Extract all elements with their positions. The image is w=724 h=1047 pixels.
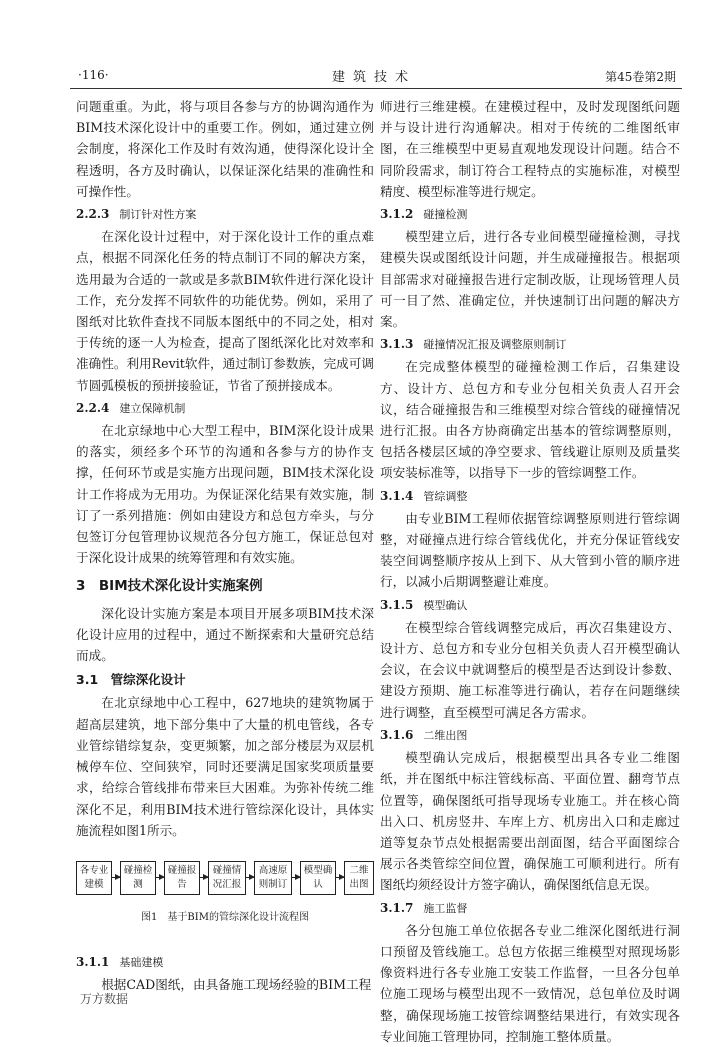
heading-2-2-4 (76, 398, 374, 419)
flowchart (76, 861, 374, 901)
header-rule (70, 88, 682, 89)
heading-2-2-3 (76, 204, 374, 225)
paragraph-3-1-7: 各分包施工单位依据各专业二维深化图纸进行洞口预留及管线施工。总包方依据三维模型对照现场影像资料进行各专业施工安装工作监督，一旦各分包单位施工现场与模型出现不一致情况，总包单位及时调整，确保现场施工按管综调整结果进行，有效实现各专业间施工管理协同，控制施工整体质量。 (380, 922, 680, 1044)
heading-section-3: 3 BIM技术深化设计实施案例 (76, 578, 263, 595)
paragraph-intro: 问题重重。为此，将与项目各参与方的协调沟通作为BIM技术深化设计中的重要工作。例如，通过建立例会制度，将深化工作及时有效沟通，使得深化设计全程透明，各方及时确认，以保证深化结果的准确性和可操作性。 (76, 99, 374, 199)
section-number: 3.1.5 (380, 597, 414, 612)
paragraph-3-1-3: 在完成整体模型的碰撞检测工作后，召集建设方、设计方、总包方和专业分包相关负责人召开会议，结合碰撞报告和三维模型对综合管线的碰撞情况进行汇报。由各方协商确定出基本的管综调整原则，包括各楼层区域的净空要求、管线避让原则及质量奖项安装标准等，以指导下一步的管综调整工作。 (380, 359, 680, 481)
heading-3-1-3 (380, 334, 680, 355)
paragraph-section-3: 深化设计实施方案是本项目开展多项BIM技术深化设计应用的过程中，通过不断探索和大量研究总结而成。 (76, 605, 374, 664)
section-title: 制订针对性方案 (119, 208, 197, 222)
paragraph-3-1-6: 模型确认完成后，根据模型出具各专业二维图纸，并在图纸中标注管线标高、平面位置、翻弯节点位置等，确保图纸可指导现场专业施工。并在核心筒出入口、机房竖井、车库上方、机房出入口和走廊过道等复杂节点处根据需要出剖面图，结合平面图综合展示各类管综空间位置，确保施工可顺利进行。所有图纸均须经设计方签字确认，确保图纸信息无误。 (380, 750, 680, 893)
heading-3-1: 3.1 管综深化设计 (76, 672, 186, 688)
flow-arrow (246, 877, 254, 878)
heading-3-1-7 (380, 898, 680, 919)
section-title: 建立保障机制 (119, 401, 186, 415)
flow-step-model-confirm: 模型确认 (300, 861, 336, 895)
flow-arrow (112, 877, 120, 878)
flow-step-modeling: 各专业建模 (76, 861, 112, 895)
paragraph-3-1-5: 在模型综合管线调整完成后，再次召集建设方、设计方、总包方和专业分包相关负责人召开模型确认会议，在会议中就调整后的模型是否达到设计参数、建设方预期、施工标准等进行确认，若存在问题继续进行调整，直至模型可满足各方需求。 (380, 619, 680, 720)
paragraph-continued: 师进行三维建模。在建模过程中，及时发现图纸问题并与设计进行沟通解决。相对于传统的二维图纸审图，在三维模型中更易直观地发现设计问题。结合不同阶段需求，制订符合工程特点的实施标准，对模型精度、模型标准等进行规定。 (380, 99, 680, 199)
issue-label: 第45卷第2期 (605, 70, 676, 84)
flow-arrow (200, 877, 208, 878)
watermark-text: 万方数据 (80, 992, 129, 1006)
flow-step-clash-report: 碰撞报告 (164, 861, 200, 895)
journal-title: 建筑技术 (331, 70, 416, 85)
section-title: 碰撞情况汇报及调整原则制订 (423, 338, 567, 352)
paragraph-3-1-2: 模型建立后，进行各专业间模型碰撞检测，寻找建模失误或图纸设计问题，并生成碰撞报告。根据项目部需求对碰撞报告进行定制改版，让现场管理人员可一目了然、准确定位，并快速制订出问题的解决方案。 (380, 229, 680, 330)
paragraph-3-1-4: 由专业BIM工程师依据管综调整原则进行管综调整，对碰撞点进行综合管线优化，并充分保证管线安装空间调整顺序按从上到下、从大管到小管的顺序进行，以减小后期调整避让难度。 (380, 510, 680, 590)
section-title: 碰撞检测 (423, 208, 468, 222)
figure-caption: 图1 基于BIM的管综深化设计流程图 (141, 911, 309, 923)
paragraph-2-2-4: 在北京绿地中心大型工程中，BIM深化设计成果的落实，须经多个环节的沟通和各参与方的协作支撑，任何环节或是实施方出现问题，BIM技术深化设计工作将成为无用功。为保证深化结果有效实施，制订了一系列措施：例如由建设方和总包方牵头，与分包签订分包管理协议规范各分包方施工，保证总包对于深化设计成果的统筹管理和有效实施。 (76, 423, 374, 566)
heading-3-1-5 (380, 595, 680, 616)
flow-arrow (292, 877, 300, 878)
section-number: 3.1.4 (380, 488, 414, 503)
section-number: 3.1.1 (76, 955, 110, 970)
section-number: 3.1.6 (380, 727, 414, 742)
page-number: ·116· (78, 68, 109, 82)
paragraph-3-1: 在北京绿地中心工程中，627地块的建筑物属于超高层建筑，地下部分集中了大量的机电管线，各专业管综错综复杂，变更频繁，加之部分楼层为双层机械停车位、空间狭窄，同时还要满足国家奖项质量要求，给综合管线排布带来巨大困难。为弥补传统二维深化不足，利用BIM技术进行管综深化设计，具体实施流程如图1所示。 (76, 695, 374, 838)
heading-3-1-6 (380, 725, 680, 746)
section-title: 二维出图 (423, 728, 468, 742)
flow-arrow (156, 877, 164, 878)
section-number: 2.2.3 (76, 207, 110, 222)
running-header (70, 66, 678, 86)
flow-step-2d-drawing: 二维出图 (344, 861, 374, 895)
section-number: 3.1.7 (380, 900, 414, 915)
section-title: 管综调整 (423, 489, 468, 503)
left-column (76, 96, 374, 996)
flow-arrow (336, 877, 344, 878)
section-title: 施工监督 (423, 901, 468, 915)
flow-step-principle-setting: 高速原则制订 (254, 861, 292, 895)
section-title: 基础建模 (119, 956, 164, 970)
section-number: 3.1.3 (380, 337, 414, 352)
flow-step-clash-briefing: 碰撞情况汇报 (208, 861, 246, 895)
right-column (380, 96, 680, 1047)
heading-3-1-1 (76, 952, 374, 973)
heading-3-1-4 (380, 486, 680, 507)
heading-3-1-2 (380, 204, 680, 225)
section-title: 模型确认 (423, 598, 468, 612)
paragraph-2-2-3: 在深化设计过程中，对于深化设计工作的重点难点，根据不同深化任务的特点制订不同的解决方案，选用最为合适的一款或是多款BIM软件进行深化设计工作，充分发挥不同软件的功能优势。例如，采用了图纸对比软件查找不同版本图纸中的不同之处，相对于传统的逐一人为检查，提高了图纸深化比对效率和准确性。利用Revit软件，通过制订参数族，完成可调节圆弧模板的预拼接验证，节省了预拼接成本。 (76, 229, 374, 393)
section-number: 3.1.2 (380, 207, 414, 222)
flow-step-clash-detection: 碰撞检测 (120, 861, 156, 895)
section-number: 2.2.4 (76, 400, 110, 415)
paragraph-3-1-1: 根据CAD图纸，由具备施工现场经验的BIM工程 (101, 977, 372, 993)
